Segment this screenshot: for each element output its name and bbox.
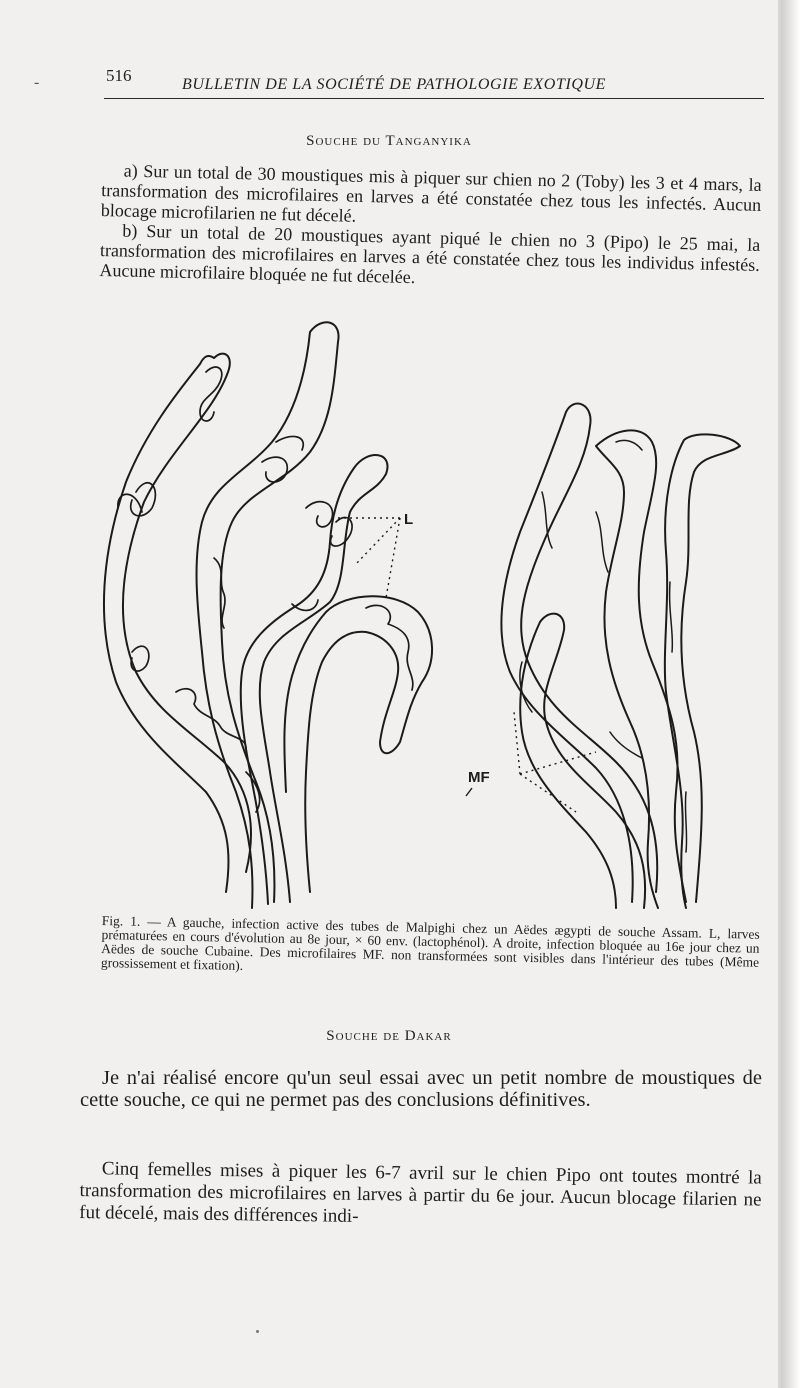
tube-right-2 [596,430,686,908]
tube-left-2 [197,322,339,908]
figure-caption [101,914,760,984]
page-number: 516 [106,66,132,85]
tanganyika-text [99,160,762,295]
figure-malpighian-tubes [96,312,768,912]
page-edge [781,0,800,1388]
figure-label-L: L [404,511,414,528]
dakar-paragraph-2-text: Cinq femelles mises à piquer les 6-7 avril sur le chien Pipo ont toutes montré la transformation des microfilaires en larves à partir du 6e jour. Aucun blocage filarien ne fut décelé, mais des différences indi- [79,1158,762,1227]
figure-label-MF: MF [468,769,490,786]
running-title: BULLETIN DE LA SOCIÉTÉ DE PATHOLOGIE EXOTIQUE [182,76,607,93]
tube-right-1 [501,404,657,902]
tube-left-3 [241,455,388,904]
stray-mark [256,1330,259,1333]
paragraph-b: b) Sur un total de 20 moustiques ayant piqué le chien no 3 (Pipo) le 25 mai, la transformation des microfilaires en larves a été constatée chez tous les individus infestés. Aucune microfilaire bloquée ne fut décelée. [99,220,761,288]
tube-left-1 [104,354,251,892]
caption-label: Fig. 1. — [101,913,162,930]
tube-left-4 [284,596,432,892]
dakar-paragraph-1-text: Je n'ai réalisé encore qu'un seul essai avec un petit nombre de moustiques de cette souche, ce qui ne permet pas des conclusions définitives. [80,1067,762,1111]
section-title-tanganyika: Souche du Tanganyika [306,133,472,149]
margin-mark: - [34,74,40,91]
tube-right-4 [520,614,645,908]
dakar-paragraph-1 [80,1067,762,1111]
caption-text: A gauche, infection active des tubes de Malpighi chez un Aëdes ægypti de souche Assam. L, larves prématurées en cours d'évolution au 8e jour, × 60 env. (lactophénol). A droite, infection bloquée au 16e jour chez un Aëdes de souche Cubaine. Des microfilaires MF. non transformées sont visibles dans l'intérieur des tubes (Même grossissement et fixation). [100,914,760,973]
paragraph-a: a) Sur un total de 30 moustiques mis à piquer sur chien no 2 (Toby) les 3 et 4 mars, la transformation des microfilaires en larves a été constatée chez tous les infectés. Aucun blocage microfilarien ne fut décelé. [100,160,762,226]
section-title-dakar: Souche de Dakar [326,1028,452,1044]
dakar-paragraph-2 [79,1158,762,1234]
running-header [104,66,764,99]
